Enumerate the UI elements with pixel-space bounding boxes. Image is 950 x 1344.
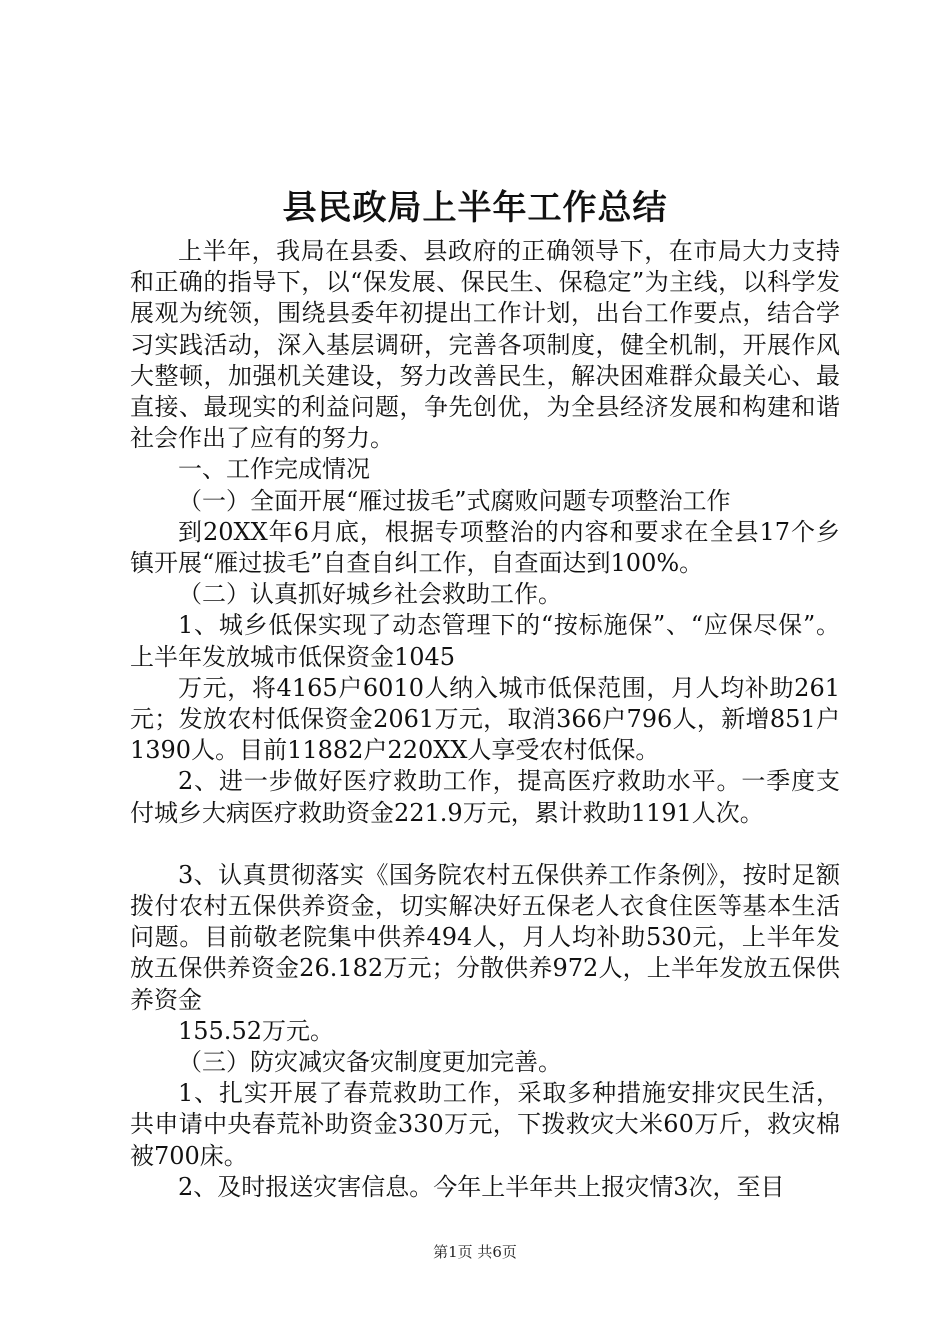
paragraph: 万元，将4165户6010人纳入城市低保范围，月人均补助261元；发放农村低保资金2061万元，取消366户796人，新增851户1390人。目前11882户220XX人享受农村低保。	[130, 673, 840, 765]
paragraph: 3、认真贯彻落实《国务院农村五保供养工作条例》，按时足额拨付农村五保供养资金，切实解决好五保老人衣食住医等基本生活问题。目前敬老院集中供养494人，月人均补助530元，上半年发放五保供养资金26.182万元；分散供养972人，上半年发放五保供养资金	[130, 860, 840, 1014]
paragraph: 到20XX年6月底，根据专项整治的内容和要求在全县17个乡镇开展“雁过拔毛”自查自纠工作，自查面达到100%。	[130, 517, 840, 578]
document-title: 县民政局上半年工作总结	[282, 188, 668, 228]
blank-line	[130, 829, 840, 860]
subsection-heading: （三）防灾减灾备灾制度更加完善。	[178, 1048, 562, 1077]
paragraph: 2、进一步做好医疗救助工作，提高医疗救助水平。一季度支付城乡大病医疗救助资金221.9万元，累计救助1191人次。	[130, 767, 840, 827]
subsection-heading: （一）全面开展“雁过拔毛”式腐败问题专项整治工作	[178, 486, 731, 515]
paragraph: 2、及时报送灾害信息。今年上半年共上报灾情3次，至目	[178, 1172, 785, 1201]
section-heading: 一、工作完成情况	[178, 455, 370, 484]
paragraph: 1、城乡低保实现了动态管理下的“按标施保”、“应保尽保”。上半年发放城市低保资金1045	[130, 611, 840, 671]
subsection-heading: （二）认真抓好城乡社会救助工作。	[178, 580, 562, 609]
page-number: 第1页 共6页	[433, 1243, 517, 1261]
paragraph: 1、扎实开展了春荒救助工作，采取多种措施安排灾民生活，共申请中央春荒补助资金330万元，下拨救灾大米60万斤，救灾棉被700床。	[130, 1079, 840, 1170]
paragraph-intro: 上半年，我局在县委、县政府的正确领导下，在市局大力支持和正确的指导下，以“保发展、保民生、保稳定”为主线，以科学发展观为统领，围绕县委年初提出工作计划，出台工作要点，结合学习实践活动，深入基层调研，完善各项制度，健全机制，开展作风大整顿，加强机关建设，努力改善民生，解决困难群众最关心、最直接、最现实的利益问题，争先创优，为全县经济发展和构建和谐社会作出了应有的努力。	[130, 237, 840, 453]
document-body	[130, 236, 840, 1203]
paragraph: 155.52万元。	[178, 1016, 334, 1045]
